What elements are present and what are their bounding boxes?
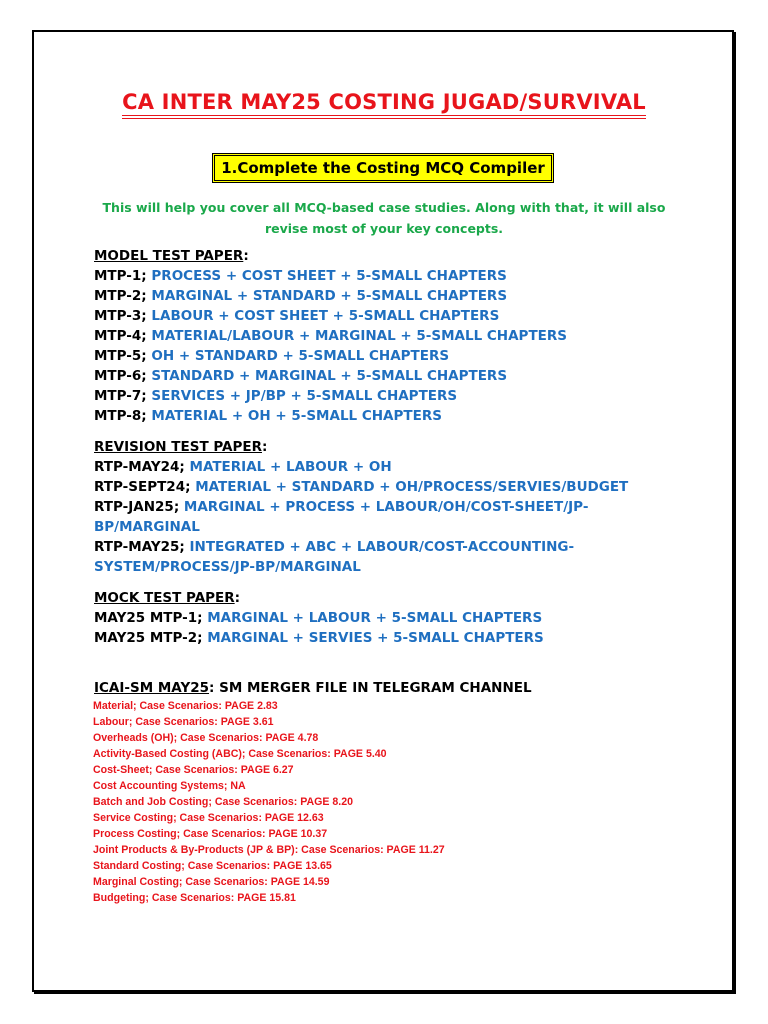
list-item bbox=[94, 477, 629, 497]
paper-topics: PROCESS + COST SHEET + 5-SMALL CHAPTERS bbox=[151, 268, 507, 284]
paper-topics: INTEGRATED + ABC + LABOUR/COST-ACCOUNTING-SYSTEM/PROCESS/JP-BP/MARGINAL bbox=[94, 539, 575, 575]
list-item: Activity-Based Costing (ABC); Case Scenarios: PAGE 5.40 bbox=[93, 748, 387, 760]
paper-code: MTP-8; bbox=[94, 408, 152, 424]
model-test-paper-heading: MODEL TEST PAPER bbox=[94, 248, 244, 264]
heading-colon: : bbox=[262, 439, 268, 455]
list-item: Service Costing; Case Scenarios: PAGE 12.63 bbox=[93, 812, 324, 824]
paper-topics: MATERIAL + LABOUR + OH bbox=[189, 459, 392, 475]
paper-code: MTP-3; bbox=[94, 308, 152, 324]
list-item: Material; Case Scenarios: PAGE 2.83 bbox=[93, 700, 278, 712]
paper-topics: MARGINAL + STANDARD + 5-SMALL CHAPTERS bbox=[151, 288, 508, 304]
paper-topics: MATERIAL/LABOUR + MARGINAL + 5-SMALL CHAPTERS bbox=[151, 328, 567, 344]
icai-sm-section bbox=[94, 678, 714, 698]
list-item: Joint Products & By-Products (JP & BP): Case Scenarios: PAGE 11.27 bbox=[93, 844, 445, 856]
paper-topics: OH + STANDARD + 5-SMALL CHAPTERS bbox=[151, 348, 450, 364]
paper-code: RTP-JAN25; bbox=[94, 499, 184, 515]
section-heading bbox=[94, 588, 714, 608]
paper-code: MTP-7; bbox=[94, 388, 152, 404]
paper-code: RTP-MAY25; bbox=[94, 539, 190, 555]
paper-code: RTP-MAY24; bbox=[94, 459, 190, 475]
list-item bbox=[94, 306, 714, 326]
heading-colon: : bbox=[243, 248, 249, 264]
paper-code: MAY25 MTP-1; bbox=[94, 610, 208, 626]
paper-topics: MATERIAL + STANDARD + OH/PROCESS/SERVIES/BUDGET bbox=[195, 479, 629, 495]
paper-code: MTP-2; bbox=[94, 288, 152, 304]
icai-sm-list bbox=[93, 698, 713, 906]
paper-topics: MARGINAL + PROCESS + LABOUR/OH/COST-SHEET/JP-BP/MARGINAL bbox=[94, 499, 589, 535]
list-item: Batch and Job Costing; Case Scenarios: PAGE 8.20 bbox=[93, 796, 354, 808]
list-item: Overheads (OH); Case Scenarios: PAGE 4.78 bbox=[93, 732, 319, 744]
list-item bbox=[94, 386, 714, 406]
list-item: Cost Accounting Systems; NA bbox=[93, 780, 246, 792]
list-item: Labour; Case Scenarios: PAGE 3.61 bbox=[93, 716, 274, 728]
section-heading bbox=[94, 246, 714, 266]
list-item: Standard Costing; Case Scenarios: PAGE 13.65 bbox=[93, 860, 332, 872]
list-item: Process Costing; Case Scenarios: PAGE 10.37 bbox=[93, 828, 328, 840]
paper-topics: STANDARD + MARGINAL + 5-SMALL CHAPTERS bbox=[151, 368, 508, 384]
list-item: Marginal Costing; Case Scenarios: PAGE 14.59 bbox=[93, 876, 330, 888]
paper-topics: MARGINAL + SERVIES + 5-SMALL CHAPTERS bbox=[207, 630, 544, 646]
list-item bbox=[94, 346, 714, 366]
paper-code: MTP-1; bbox=[94, 268, 152, 284]
list-item bbox=[94, 406, 714, 426]
intro-text bbox=[96, 197, 672, 239]
paper-code: MAY25 MTP-2; bbox=[94, 630, 208, 646]
mock-test-paper-heading: MOCK TEST PAPER bbox=[94, 590, 235, 606]
revision-test-paper-heading: REVISION TEST PAPER bbox=[94, 439, 262, 455]
list-item bbox=[94, 537, 614, 577]
list-item bbox=[94, 608, 714, 628]
section-heading bbox=[94, 437, 614, 457]
mock-test-paper-section bbox=[94, 588, 714, 648]
compiler-box: 1.Complete the Costing MCQ Compiler bbox=[212, 153, 554, 183]
paper-code: MTP-5; bbox=[94, 348, 152, 364]
list-item: Cost-Sheet; Case Scenarios: PAGE 6.27 bbox=[93, 764, 294, 776]
paper-code: MTP-4; bbox=[94, 328, 152, 344]
icai-sm-heading: ICAI-SM MAY25 bbox=[94, 680, 210, 696]
model-test-paper-section bbox=[94, 246, 714, 426]
icai-sm-heading-rest: : SM MERGER FILE IN TELEGRAM CHANNEL bbox=[209, 680, 532, 696]
paper-code: RTP-SEPT24; bbox=[94, 479, 196, 495]
list-item bbox=[94, 266, 714, 286]
list-item: Budgeting; Case Scenarios: PAGE 15.81 bbox=[93, 892, 296, 904]
document-title bbox=[0, 90, 768, 114]
paper-code: MTP-6; bbox=[94, 368, 152, 384]
list-item bbox=[94, 326, 714, 346]
list-item bbox=[94, 497, 614, 537]
intro-line-2: revise most of your key concepts. bbox=[264, 221, 504, 236]
paper-topics: MARGINAL + LABOUR + 5-SMALL CHAPTERS bbox=[207, 610, 543, 626]
list-item bbox=[94, 286, 714, 306]
list-item bbox=[94, 366, 714, 386]
document-title-text: CA INTER MAY25 COSTING JUGAD/SURVIVAL bbox=[122, 90, 646, 119]
intro-line-1: This will help you cover all MCQ-based case studies. Along with that, it will also bbox=[102, 200, 666, 215]
revision-test-paper-section bbox=[94, 437, 629, 577]
paper-topics: MATERIAL + OH + 5-SMALL CHAPTERS bbox=[151, 408, 442, 424]
list-item bbox=[94, 457, 614, 477]
paper-topics: LABOUR + COST SHEET + 5-SMALL CHAPTERS bbox=[151, 308, 500, 324]
section-heading bbox=[94, 678, 714, 698]
heading-colon: : bbox=[234, 590, 241, 606]
list-item bbox=[94, 628, 714, 648]
paper-topics: SERVICES + JP/BP + 5-SMALL CHAPTERS bbox=[151, 388, 458, 404]
